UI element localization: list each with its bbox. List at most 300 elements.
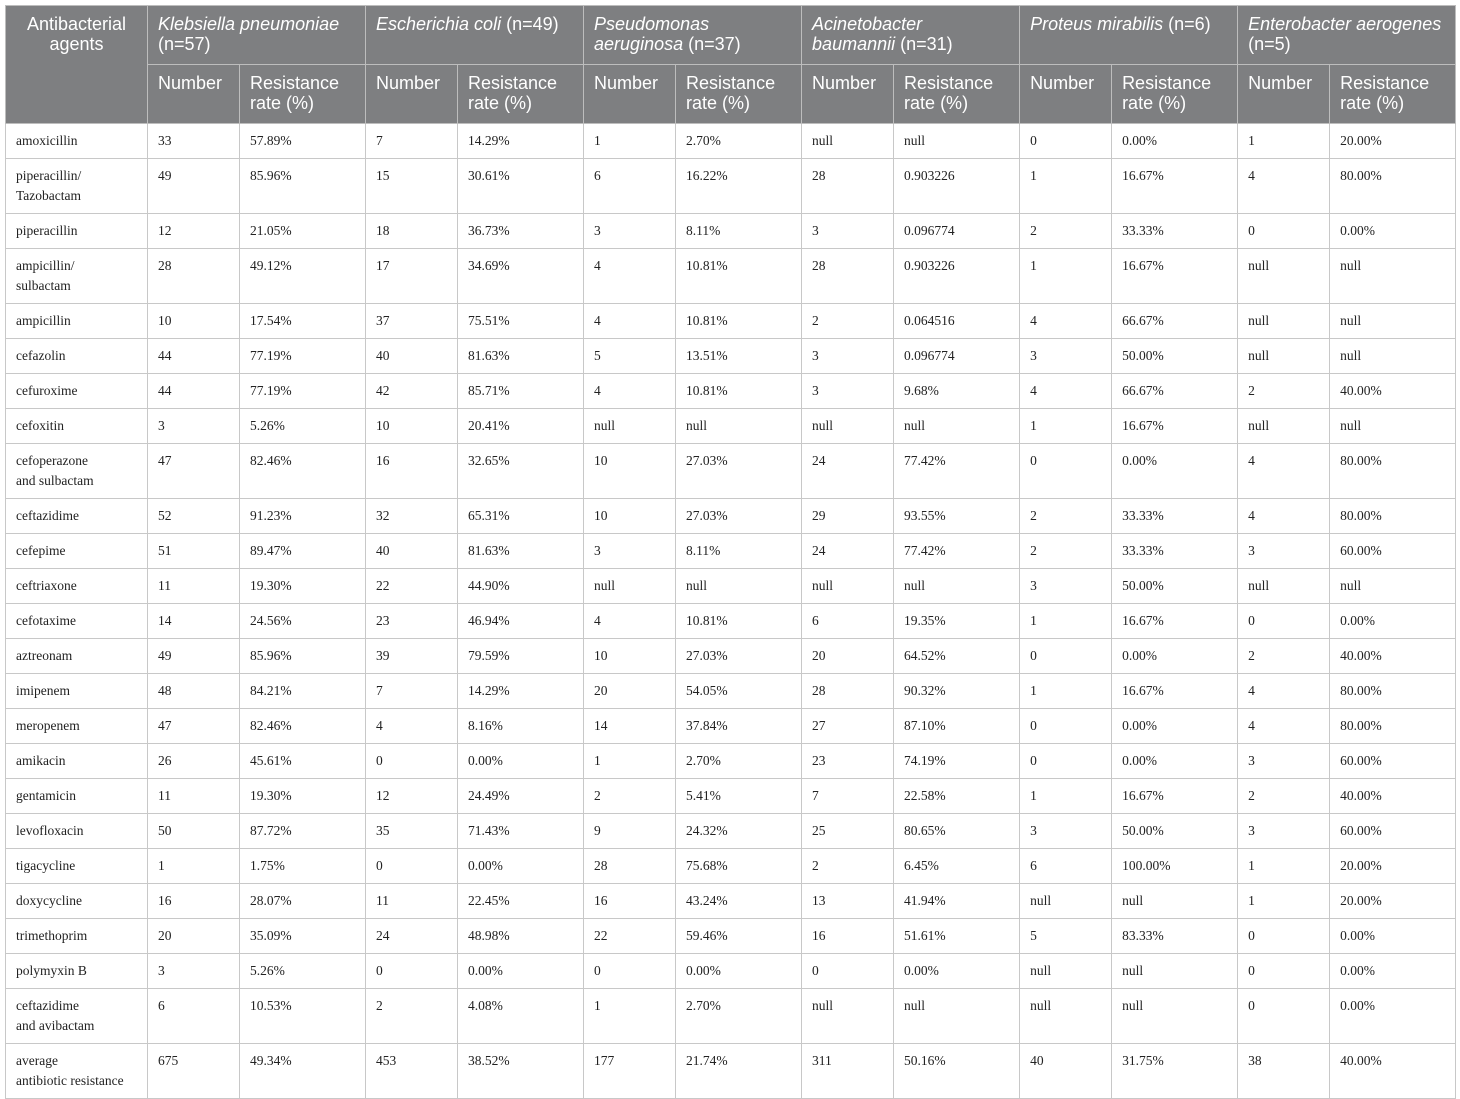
number-cell: 20 [584, 674, 676, 709]
resistance-rate-cell: 51.61% [894, 919, 1020, 954]
number-cell: 2 [802, 849, 894, 884]
resistance-rate-cell: 0.096774 [894, 339, 1020, 374]
resistance-rate-cell: 46.94% [458, 604, 584, 639]
resistance-rate-cell: 33.33% [1112, 214, 1238, 249]
resistance-rate-cell: null [894, 409, 1020, 444]
table-row [6, 304, 1456, 339]
resistance-rate-cell: 2.70% [676, 744, 802, 779]
resistance-rate-cell: 65.31% [458, 499, 584, 534]
resistance-rate-header: Resistance rate (%) [458, 65, 584, 124]
number-cell: 3 [802, 374, 894, 409]
agent-cell: average antibiotic resistance [6, 1044, 148, 1099]
resistance-rate-cell: 75.68% [676, 849, 802, 884]
number-cell: 44 [148, 339, 240, 374]
table-row [6, 339, 1456, 374]
resistance-rate-cell: 45.61% [240, 744, 366, 779]
resistance-rate-cell: 60.00% [1330, 534, 1456, 569]
number-cell: 3 [1020, 814, 1112, 849]
number-cell: 48 [148, 674, 240, 709]
number-cell: 42 [366, 374, 458, 409]
number-cell: 15 [366, 159, 458, 214]
resistance-rate-cell: 59.46% [676, 919, 802, 954]
table-row [6, 674, 1456, 709]
number-header: Number [1238, 65, 1330, 124]
resistance-rate-cell: 40.00% [1330, 1044, 1456, 1099]
number-cell: null [1238, 339, 1330, 374]
resistance-rate-cell: 27.03% [676, 499, 802, 534]
resistance-rate-cell: 87.72% [240, 814, 366, 849]
number-cell: 4 [1238, 709, 1330, 744]
number-cell: 3 [1020, 339, 1112, 374]
resistance-rate-cell: 57.89% [240, 124, 366, 159]
resistance-rate-cell: 1.75% [240, 849, 366, 884]
resistance-rate-cell: 74.19% [894, 744, 1020, 779]
resistance-rate-cell: 32.65% [458, 444, 584, 499]
resistance-rate-cell: 41.94% [894, 884, 1020, 919]
organism-header: Klebsiella pneumoniae (n=57) [148, 6, 366, 65]
agent-cell: cefoxitin [6, 409, 148, 444]
number-cell: 0 [802, 954, 894, 989]
resistance-rate-cell: 20.00% [1330, 849, 1456, 884]
resistance-rate-cell: 50.00% [1112, 339, 1238, 374]
resistance-rate-cell: 36.73% [458, 214, 584, 249]
agents-header: Antibacterial agents [6, 6, 148, 124]
agent-cell: levofloxacin [6, 814, 148, 849]
resistance-rate-header: Resistance rate (%) [240, 65, 366, 124]
agent-cell: doxycycline [6, 884, 148, 919]
table-row [6, 249, 1456, 304]
number-cell: 0 [366, 849, 458, 884]
resistance-rate-cell: 2.70% [676, 989, 802, 1044]
number-cell: 23 [366, 604, 458, 639]
resistance-rate-cell: 38.52% [458, 1044, 584, 1099]
table-row [6, 639, 1456, 674]
agent-cell: gentamicin [6, 779, 148, 814]
resistance-rate-cell: 82.46% [240, 709, 366, 744]
number-cell: 52 [148, 499, 240, 534]
resistance-rate-cell: 2.70% [676, 124, 802, 159]
number-cell: 38 [1238, 1044, 1330, 1099]
resistance-rate-cell: 17.54% [240, 304, 366, 339]
number-cell: 3 [1238, 814, 1330, 849]
number-cell: null [1020, 989, 1112, 1044]
number-cell: 20 [148, 919, 240, 954]
agent-cell: tigacycline [6, 849, 148, 884]
resistance-rate-cell: 0.00% [1112, 444, 1238, 499]
number-cell: 4 [1238, 674, 1330, 709]
agent-cell: amikacin [6, 744, 148, 779]
resistance-rate-cell: 0.00% [458, 744, 584, 779]
number-cell: 1 [584, 744, 676, 779]
resistance-rate-cell: 85.71% [458, 374, 584, 409]
number-cell: 4 [1238, 499, 1330, 534]
agent-cell: ampicillin/ sulbactam [6, 249, 148, 304]
resistance-rate-cell: 80.00% [1330, 674, 1456, 709]
number-cell: 14 [148, 604, 240, 639]
table-row [6, 884, 1456, 919]
number-cell: 4 [1238, 159, 1330, 214]
number-cell: 10 [584, 444, 676, 499]
table-row [6, 989, 1456, 1044]
resistance-rate-cell: 80.00% [1330, 444, 1456, 499]
resistance-rate-cell: 81.63% [458, 534, 584, 569]
number-cell: 6 [802, 604, 894, 639]
agent-cell: cefotaxime [6, 604, 148, 639]
number-cell: 11 [148, 779, 240, 814]
resistance-rate-cell: null [894, 569, 1020, 604]
resistance-rate-cell: 0.00% [1330, 604, 1456, 639]
number-cell: 0 [1238, 604, 1330, 639]
number-cell: 33 [148, 124, 240, 159]
number-cell: 0 [1020, 639, 1112, 674]
table-row [6, 499, 1456, 534]
number-cell: null [1238, 304, 1330, 339]
number-cell: 3 [802, 214, 894, 249]
resistance-rate-cell: 24.49% [458, 779, 584, 814]
number-cell: 20 [802, 639, 894, 674]
number-cell: 1 [584, 989, 676, 1044]
number-cell: 4 [584, 374, 676, 409]
number-cell: 28 [802, 159, 894, 214]
resistance-rate-cell: 80.65% [894, 814, 1020, 849]
resistance-rate-cell: 49.34% [240, 1044, 366, 1099]
organism-header: Pseudomonas aeruginosa (n=37) [584, 6, 802, 65]
number-cell: 3 [1238, 744, 1330, 779]
number-cell: null [584, 569, 676, 604]
agent-cell: ceftazidime [6, 499, 148, 534]
number-cell: 453 [366, 1044, 458, 1099]
number-cell: 0 [1020, 124, 1112, 159]
number-cell: 40 [1020, 1044, 1112, 1099]
number-cell: 16 [148, 884, 240, 919]
number-cell: 0 [366, 744, 458, 779]
number-cell: 1 [1238, 849, 1330, 884]
agent-cell: ceftazidime and avibactam [6, 989, 148, 1044]
number-cell: 0 [366, 954, 458, 989]
number-cell: 0 [1238, 214, 1330, 249]
table-row [6, 709, 1456, 744]
resistance-rate-header: Resistance rate (%) [1330, 65, 1456, 124]
number-cell: 47 [148, 709, 240, 744]
resistance-rate-cell: 50.00% [1112, 814, 1238, 849]
number-cell: 12 [366, 779, 458, 814]
agent-cell: ampicillin [6, 304, 148, 339]
number-cell: 5 [1020, 919, 1112, 954]
number-cell: 12 [148, 214, 240, 249]
number-cell: 0 [1238, 989, 1330, 1044]
resistance-rate-cell: 90.32% [894, 674, 1020, 709]
table-row [6, 954, 1456, 989]
resistance-rate-cell: 27.03% [676, 639, 802, 674]
resistance-rate-cell: 19.30% [240, 569, 366, 604]
number-cell: 4 [584, 304, 676, 339]
resistance-rate-cell: 8.11% [676, 534, 802, 569]
number-cell: 49 [148, 159, 240, 214]
number-cell: null [1020, 884, 1112, 919]
resistance-rate-cell: 16.67% [1112, 159, 1238, 214]
resistance-rate-cell: 93.55% [894, 499, 1020, 534]
number-cell: 50 [148, 814, 240, 849]
resistance-rate-cell: null [676, 409, 802, 444]
number-cell: 2 [1238, 374, 1330, 409]
number-header: Number [802, 65, 894, 124]
resistance-rate-cell: 5.26% [240, 954, 366, 989]
resistance-rate-cell: 10.81% [676, 304, 802, 339]
resistance-rate-cell: 0.00% [1112, 639, 1238, 674]
table-row [6, 779, 1456, 814]
number-cell: 3 [584, 214, 676, 249]
number-cell: 0 [1238, 954, 1330, 989]
number-cell: 49 [148, 639, 240, 674]
number-cell: 28 [802, 249, 894, 304]
resistance-rate-cell: 13.51% [676, 339, 802, 374]
resistance-rate-cell: null [676, 569, 802, 604]
number-cell: 4 [584, 604, 676, 639]
table-row [6, 534, 1456, 569]
number-cell: 0 [1020, 444, 1112, 499]
resistance-rate-header: Resistance rate (%) [894, 65, 1020, 124]
resistance-rate-cell: 80.00% [1330, 159, 1456, 214]
number-cell: 3 [148, 409, 240, 444]
resistance-rate-cell: null [1330, 569, 1456, 604]
resistance-rate-cell: 66.67% [1112, 374, 1238, 409]
number-cell: 1 [584, 124, 676, 159]
number-cell: null [584, 409, 676, 444]
number-cell: 2 [1238, 639, 1330, 674]
number-cell: null [802, 569, 894, 604]
resistance-rate-cell: null [1330, 409, 1456, 444]
resistance-rate-cell: 77.42% [894, 534, 1020, 569]
resistance-rate-cell: 16.67% [1112, 604, 1238, 639]
table-row [6, 159, 1456, 214]
agent-cell: trimethoprim [6, 919, 148, 954]
resistance-rate-cell: 14.29% [458, 124, 584, 159]
resistance-rate-cell: 40.00% [1330, 374, 1456, 409]
resistance-rate-cell: 83.33% [1112, 919, 1238, 954]
resistance-rate-cell: 87.10% [894, 709, 1020, 744]
resistance-rate-cell: 5.26% [240, 409, 366, 444]
number-cell: 0 [1020, 744, 1112, 779]
number-cell: 13 [802, 884, 894, 919]
resistance-rate-cell: null [1330, 304, 1456, 339]
resistance-rate-cell: 33.33% [1112, 534, 1238, 569]
resistance-rate-cell: 60.00% [1330, 744, 1456, 779]
number-cell: 3 [1238, 534, 1330, 569]
resistance-rate-cell: 8.11% [676, 214, 802, 249]
resistance-rate-cell: 0.00% [1330, 214, 1456, 249]
number-cell: 1 [1020, 674, 1112, 709]
number-cell: null [1020, 954, 1112, 989]
resistance-rate-cell: 8.16% [458, 709, 584, 744]
resistance-rate-cell: 14.29% [458, 674, 584, 709]
organism-header: Acinetobacter baumannii (n=31) [802, 6, 1020, 65]
number-cell: 28 [584, 849, 676, 884]
resistance-rate-cell: 77.19% [240, 374, 366, 409]
resistance-rate-cell: 0.064516 [894, 304, 1020, 339]
resistance-rate-cell: 77.42% [894, 444, 1020, 499]
table-row [6, 444, 1456, 499]
table-row [6, 744, 1456, 779]
number-cell: 1 [148, 849, 240, 884]
number-cell: 10 [366, 409, 458, 444]
resistance-rate-cell: 21.74% [676, 1044, 802, 1099]
resistance-rate-cell: 71.43% [458, 814, 584, 849]
resistance-rate-header: Resistance rate (%) [676, 65, 802, 124]
number-cell: 24 [366, 919, 458, 954]
number-cell: 6 [584, 159, 676, 214]
resistance-rate-cell: 16.67% [1112, 249, 1238, 304]
number-cell: 2 [1020, 499, 1112, 534]
number-cell: 2 [1238, 779, 1330, 814]
number-cell: 10 [148, 304, 240, 339]
agent-cell: aztreonam [6, 639, 148, 674]
resistance-rate-cell: 16.67% [1112, 409, 1238, 444]
table-row [6, 214, 1456, 249]
resistance-rate-cell: 77.19% [240, 339, 366, 374]
resistance-rate-cell: 35.09% [240, 919, 366, 954]
number-cell: 24 [802, 534, 894, 569]
resistance-rate-cell: 80.00% [1330, 709, 1456, 744]
number-cell: 2 [366, 989, 458, 1044]
number-header: Number [1020, 65, 1112, 124]
resistance-rate-cell: 19.35% [894, 604, 1020, 639]
number-cell: 27 [802, 709, 894, 744]
resistance-rate-cell: 49.12% [240, 249, 366, 304]
number-cell: 675 [148, 1044, 240, 1099]
resistance-rate-cell: 6.45% [894, 849, 1020, 884]
resistance-rate-cell: 20.00% [1330, 124, 1456, 159]
resistance-rate-cell: 24.32% [676, 814, 802, 849]
resistance-rate-cell: 0.096774 [894, 214, 1020, 249]
resistance-rate-cell: 80.00% [1330, 499, 1456, 534]
number-cell: 16 [802, 919, 894, 954]
resistance-rate-cell: 79.59% [458, 639, 584, 674]
number-cell: 177 [584, 1044, 676, 1099]
table-body [6, 124, 1456, 1099]
resistance-rate-cell: 10.81% [676, 604, 802, 639]
resistance-rate-cell: 89.47% [240, 534, 366, 569]
resistance-rate-cell: 81.63% [458, 339, 584, 374]
resistance-rate-cell: null [894, 989, 1020, 1044]
resistance-rate-cell: null [1112, 954, 1238, 989]
number-cell: 6 [148, 989, 240, 1044]
resistance-rate-cell: 34.69% [458, 249, 584, 304]
table-row [6, 919, 1456, 954]
resistance-rate-cell: 4.08% [458, 989, 584, 1044]
number-cell: 4 [584, 249, 676, 304]
number-cell: 17 [366, 249, 458, 304]
number-cell: null [1238, 569, 1330, 604]
number-cell: 4 [1020, 304, 1112, 339]
resistance-rate-cell: 0.00% [894, 954, 1020, 989]
number-cell: 0 [584, 954, 676, 989]
agent-cell: cefoperazone and sulbactam [6, 444, 148, 499]
number-cell: 7 [802, 779, 894, 814]
resistance-rate-cell: 24.56% [240, 604, 366, 639]
resistance-rate-cell: 100.00% [1112, 849, 1238, 884]
resistance-rate-cell: 16.22% [676, 159, 802, 214]
number-cell: 10 [584, 499, 676, 534]
number-cell: 37 [366, 304, 458, 339]
number-cell: 29 [802, 499, 894, 534]
resistance-rate-cell: 91.23% [240, 499, 366, 534]
number-cell: 3 [584, 534, 676, 569]
resistance-rate-cell: 60.00% [1330, 814, 1456, 849]
number-cell: 22 [584, 919, 676, 954]
table-row [6, 374, 1456, 409]
number-header: Number [366, 65, 458, 124]
number-cell: 40 [366, 339, 458, 374]
resistance-rate-cell: null [1330, 249, 1456, 304]
resistance-rate-cell: 82.46% [240, 444, 366, 499]
resistance-rate-cell: 16.67% [1112, 674, 1238, 709]
number-cell: 35 [366, 814, 458, 849]
resistance-table [5, 5, 1456, 1099]
agent-cell: cefuroxime [6, 374, 148, 409]
number-cell: 26 [148, 744, 240, 779]
resistance-rate-cell: 37.84% [676, 709, 802, 744]
resistance-rate-cell: 85.96% [240, 639, 366, 674]
agent-cell: imipenem [6, 674, 148, 709]
number-cell: null [802, 989, 894, 1044]
number-cell: 28 [802, 674, 894, 709]
agent-cell: cefepime [6, 534, 148, 569]
resistance-rate-cell: 28.07% [240, 884, 366, 919]
number-cell: 16 [584, 884, 676, 919]
number-cell: 3 [802, 339, 894, 374]
table-row [6, 569, 1456, 604]
agent-cell: amoxicillin [6, 124, 148, 159]
number-cell: 4 [366, 709, 458, 744]
resistance-rate-cell: 33.33% [1112, 499, 1238, 534]
resistance-rate-cell: 0.00% [1112, 124, 1238, 159]
resistance-rate-cell: 0.00% [1330, 954, 1456, 989]
resistance-rate-cell: 43.24% [676, 884, 802, 919]
number-cell: 5 [584, 339, 676, 374]
resistance-rate-cell: 54.05% [676, 674, 802, 709]
number-cell: 18 [366, 214, 458, 249]
number-cell: 16 [366, 444, 458, 499]
resistance-rate-cell: 22.45% [458, 884, 584, 919]
agent-cell: ceftriaxone [6, 569, 148, 604]
number-cell: 40 [366, 534, 458, 569]
number-cell: 2 [584, 779, 676, 814]
number-cell: 4 [1238, 444, 1330, 499]
number-cell: 6 [1020, 849, 1112, 884]
number-cell: 1 [1020, 249, 1112, 304]
resistance-rate-cell: 9.68% [894, 374, 1020, 409]
resistance-rate-cell: 21.05% [240, 214, 366, 249]
resistance-rate-cell: 0.00% [1112, 744, 1238, 779]
number-cell: 7 [366, 124, 458, 159]
number-cell: 25 [802, 814, 894, 849]
number-cell: 1 [1020, 409, 1112, 444]
resistance-rate-header: Resistance rate (%) [1112, 65, 1238, 124]
number-cell: 11 [366, 884, 458, 919]
table-row [6, 1044, 1456, 1099]
number-cell: 39 [366, 639, 458, 674]
resistance-rate-cell: 84.21% [240, 674, 366, 709]
number-cell: 32 [366, 499, 458, 534]
resistance-rate-cell: 5.41% [676, 779, 802, 814]
table-row [6, 849, 1456, 884]
number-cell: 1 [1020, 779, 1112, 814]
number-cell: 0 [1020, 709, 1112, 744]
number-cell: 7 [366, 674, 458, 709]
resistance-rate-cell: null [894, 124, 1020, 159]
number-cell: 9 [584, 814, 676, 849]
number-cell: 1 [1238, 884, 1330, 919]
